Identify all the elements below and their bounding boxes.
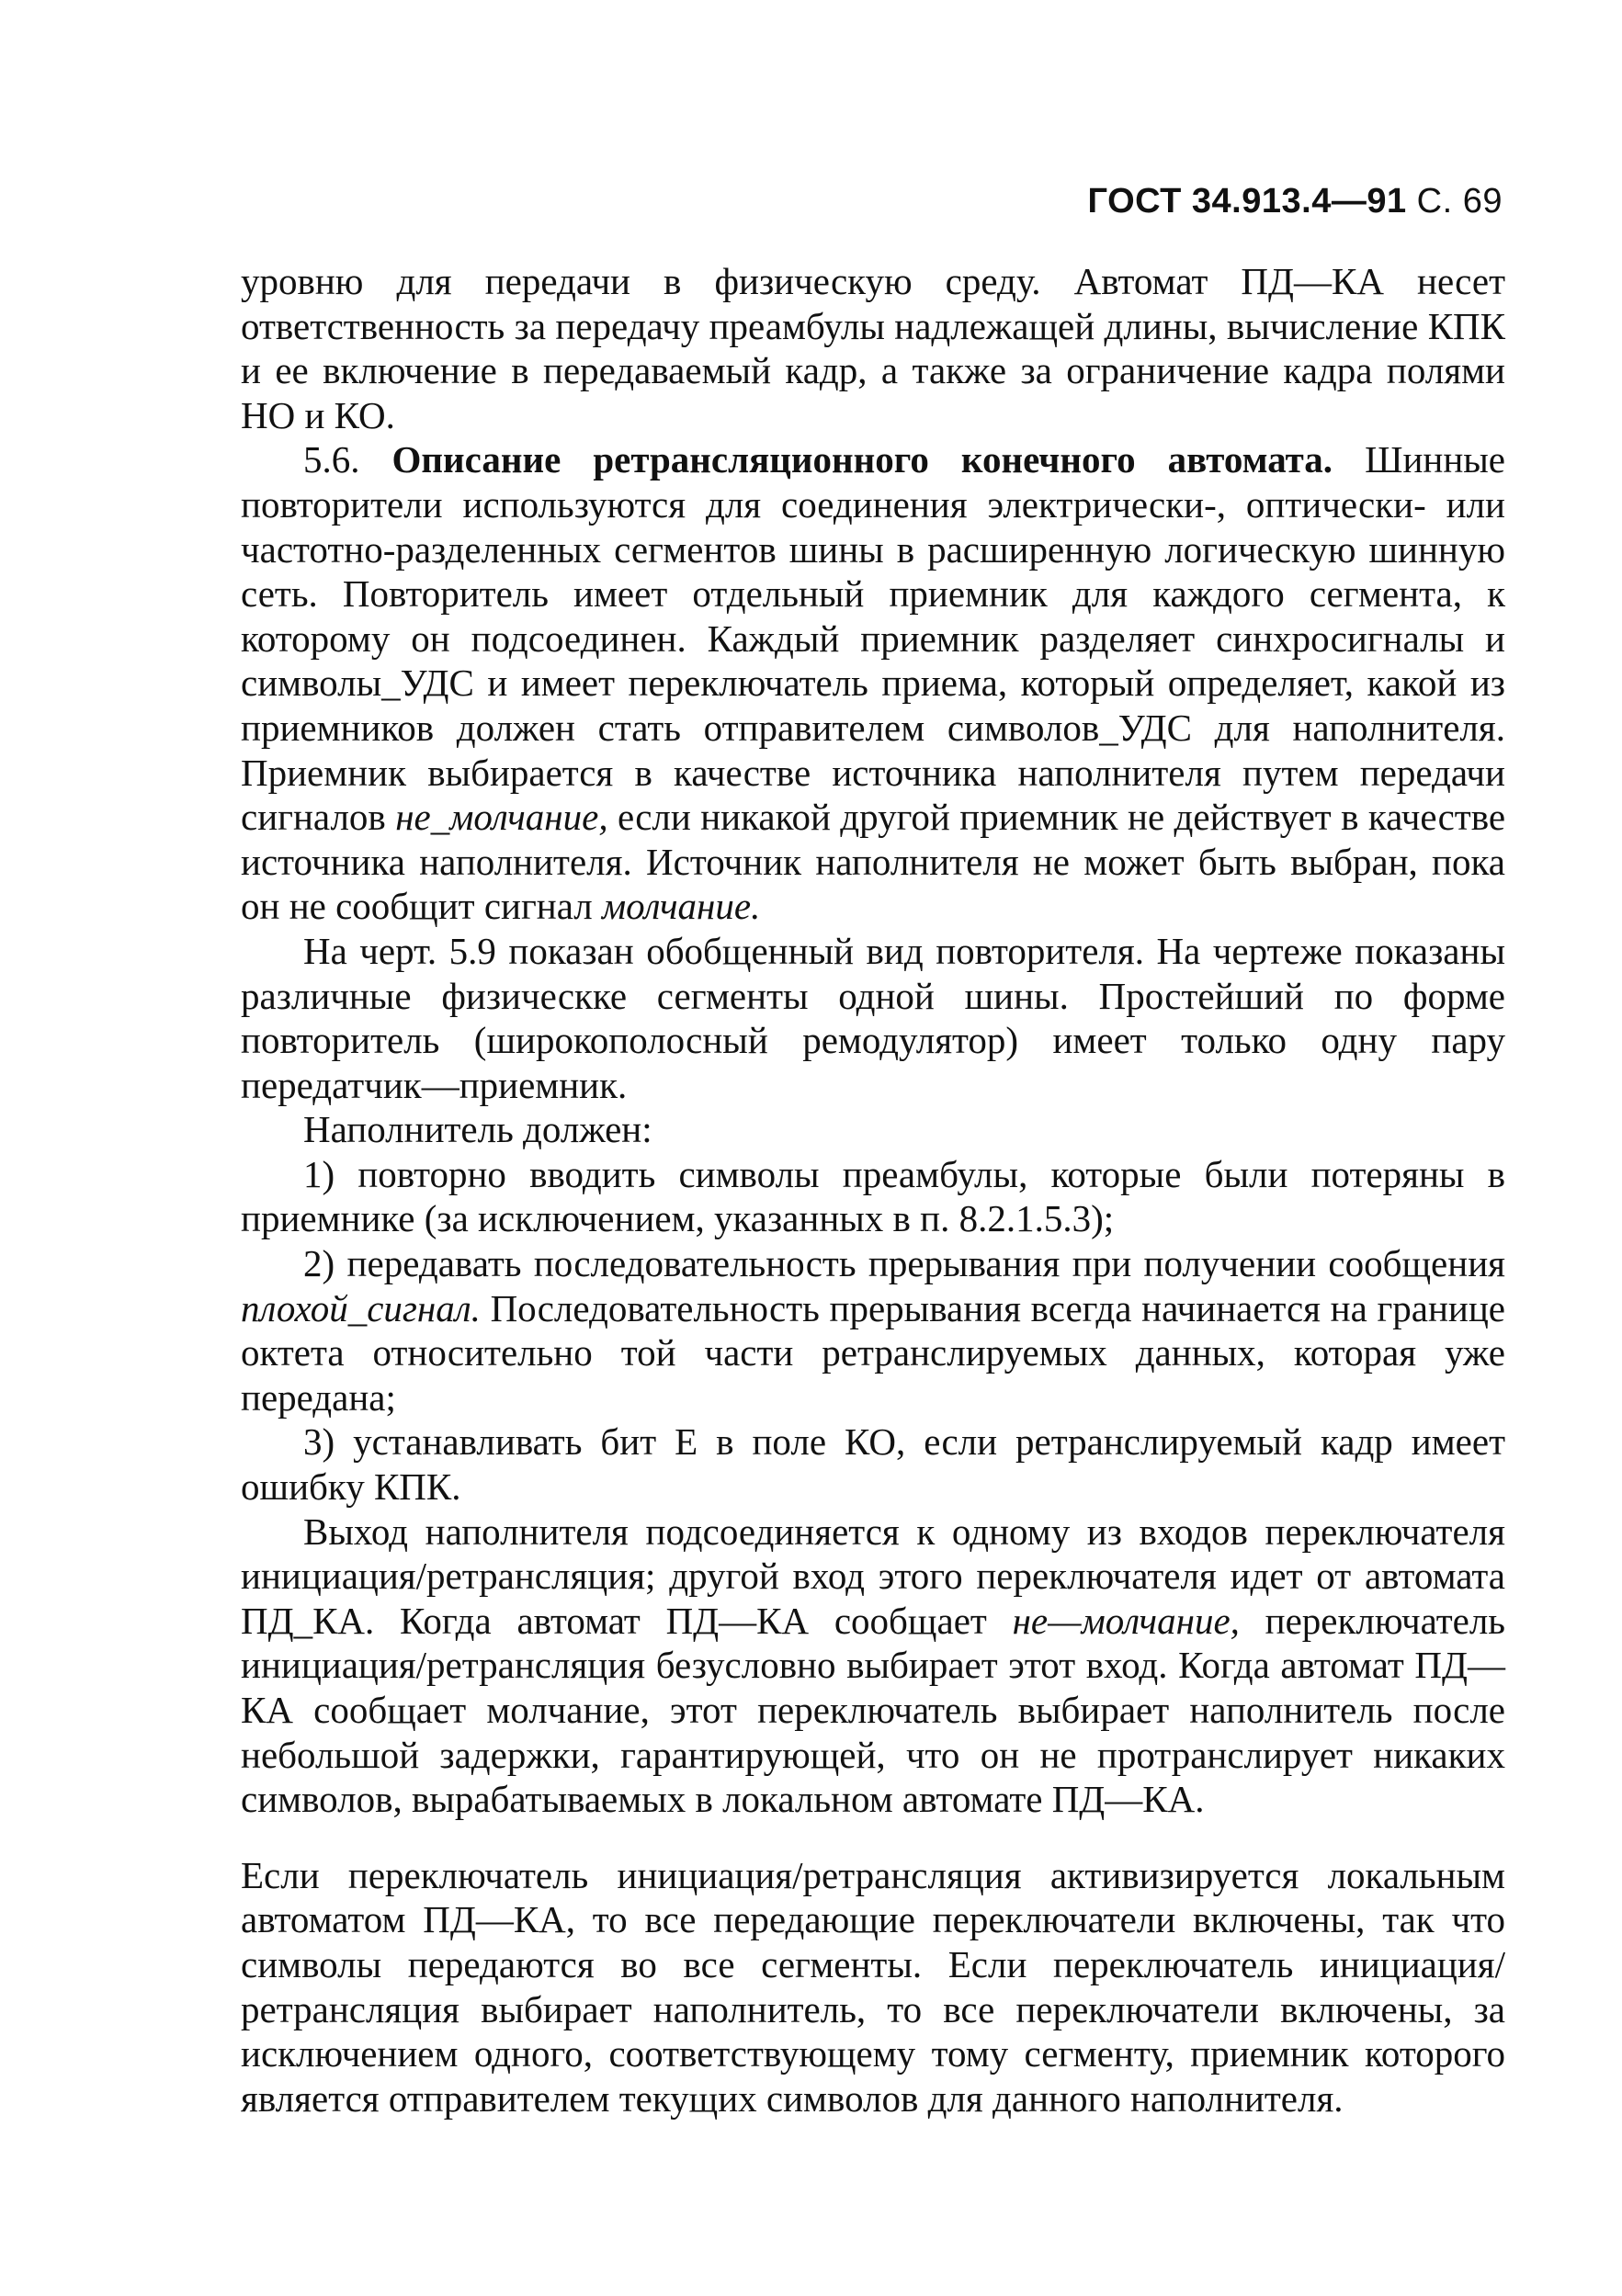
paragraph-5-6 — [241, 437, 1505, 929]
paragraph-5-6-text-1: Шинные повторители используются для соединения электрически-, оптически- или частотно-разделенных сегментов шины в расширенную логическую шинную сеть. Повторитель имеет отдельный приемник для каждого сегмента, к которому он подсоединен. Каждый приемник разделяет синхросигналы и символы_УДС и имеет переключатель приема, который определяет, какой из приемников должен стать отправителем символов_УДС для наполнителя. Приемник выбирается в качестве источника наполнителя путем передачи сигналов — [241, 438, 1506, 839]
list-item-2-text-1: 2) передавать последовательность прерывания при получении сообщения — [303, 1242, 1505, 1285]
term-plokhoi-signal: плохой_сигнал. — [241, 1286, 481, 1329]
paragraph-4: Наполнитель должен: — [303, 1108, 652, 1151]
paragraph-8 — [241, 1510, 1505, 1822]
paragraph-9: Если переключатель инициация/ретрансляция активизируется локальным автоматом ПД—КА, то все передающие переключатели включены, так что символы передаются во все сегменты. Если переключатель инициация/ретрансляция выбирает наполнитель, то все переключатели включены, за исключением одного, соответствующему тому сегменту, приемник которого является отправителем текущих символов для данного наполнителя. — [241, 1853, 1505, 2120]
section-heading: Описание ретрансляционного конечного автомата. — [391, 438, 1333, 481]
body-text — [241, 259, 1505, 2121]
list-item-2 — [241, 1241, 1505, 1419]
page-header — [1088, 182, 1503, 221]
term-ne-molchanie: не_молчание, — [395, 796, 608, 839]
document-code: ГОСТ 34.913.4—91 — [1087, 182, 1407, 221]
page-number: С. 69 — [1416, 182, 1503, 221]
list-item-2-text-2: Последовательность прерывания всегда начинается на границе октета относительно той части ретранслируемых данных, которая уже передана; — [241, 1286, 1505, 1419]
paragraph-5-6-text-2: если никакой другой приемник не действует в качестве источника наполнителя. Источник наполнителя не может быть выбран, пока он не сообщит сигнал — [241, 796, 1506, 928]
term-ne-molchanie-2: не—молчание, — [1012, 1599, 1240, 1642]
list-item-1: 1) повторно вводить символы преамбулы, которые были потеряны в приемнике (за исключением, указанных в п. 8.2.1.5.3); — [241, 1152, 1505, 1240]
list-item-3: 3) устанавливать бит Е в поле КО, если ретранслируемый кадр имеет ошибку КПК. — [241, 1420, 1505, 1509]
paragraph-8-text-1: Выход наполнителя подсоединяется к одному из входов переключателя инициация/ретрансляция; другой вход этого переключателя идет от автомата ПД_КА. Когда автомат ПД—КА сообщает — [241, 1510, 1505, 1642]
paragraph-3: На черт. 5.9 показан обобщенный вид повторителя. На чертеже показаны различные физическке сегменты одной шины. Простейший по форме повторитель (широкополосный ремодулятор) имеет только одну пару передатчик—приемник. — [241, 929, 1505, 1106]
section-number: 5.6. — [303, 438, 360, 481]
paragraph-1: уровню для передачи в физическую среду. Автомат ПД—КА несет ответственность за передачу преамбулы надлежащей длины, вычисление КПК и ее включение в передаваемый кадр, а также за ограничение кадра полями НО и КО. — [241, 260, 1505, 436]
paragraph-8-text-2: переключатель инициация/ретрансляция безусловно выбирает этот вход. Когда автомат ПД—КА сообщает молчание, этот переключатель выбирает наполнитель после небольшой задержки, гарантирующей, что он не протранслирует никаких символов, вырабатываемых в локальном автомате ПД—КА. — [241, 1599, 1505, 1821]
term-molchanie: молчание. — [601, 885, 761, 928]
